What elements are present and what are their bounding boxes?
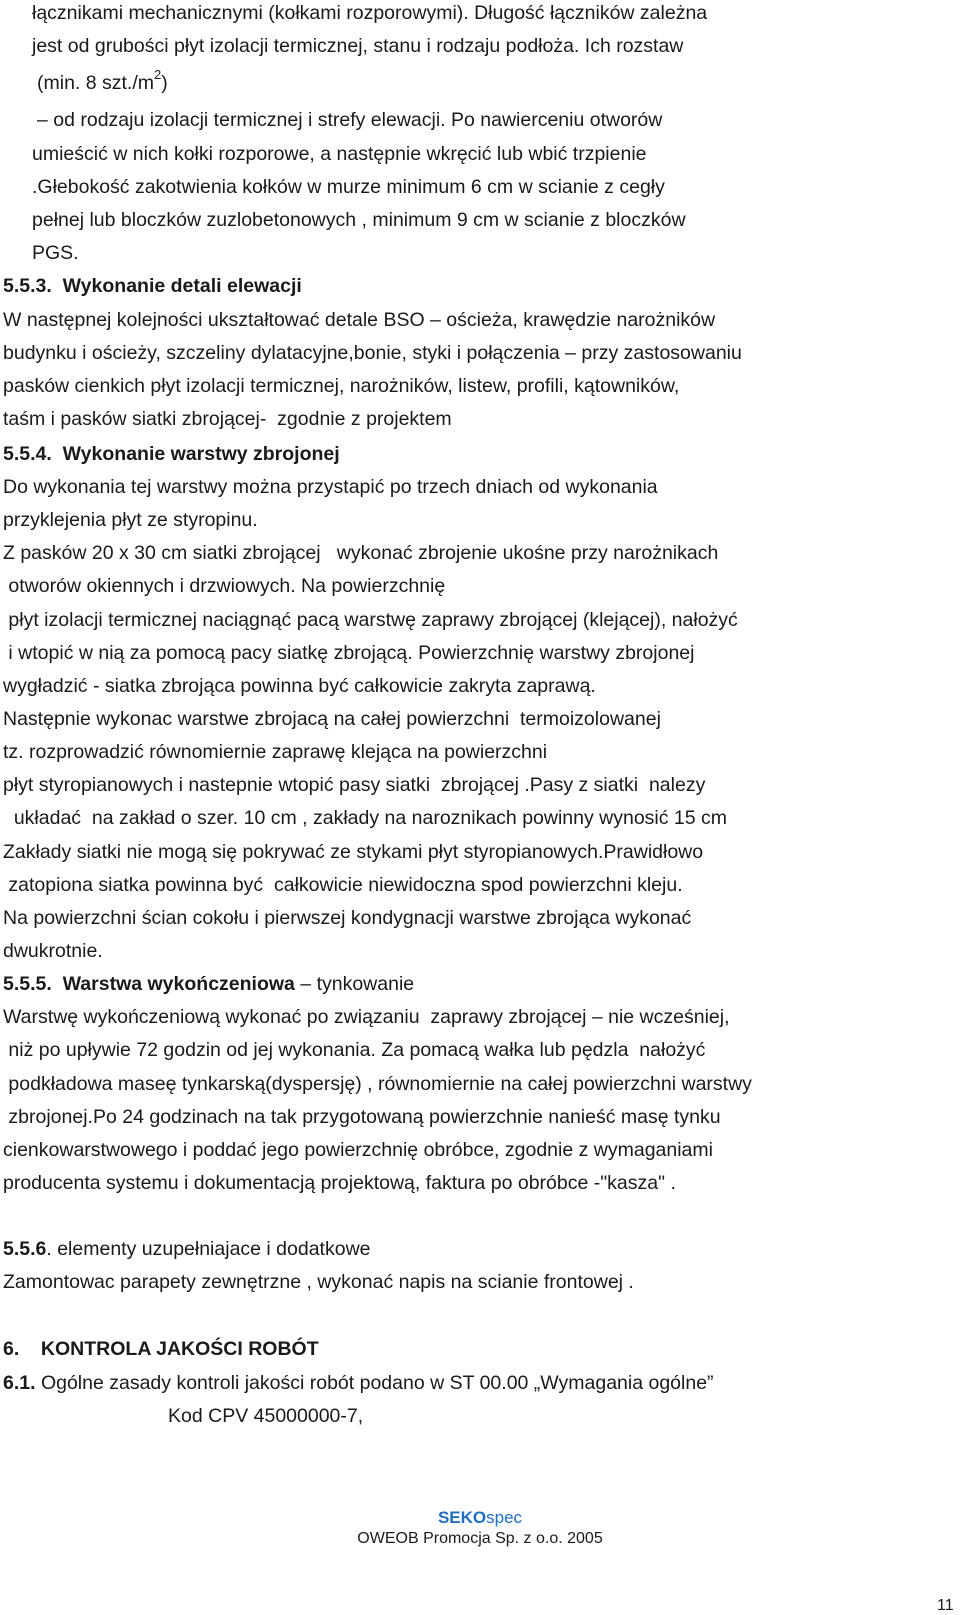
text-line: łącznikami mechanicznymi (kołkami rozporowymi). Długość łączników zależna — [32, 2, 708, 24]
logo-text: SEKO — [437, 1508, 487, 1527]
text-line: jest od grubości płyt izolacji termicznej, stanu i rodzaju podłoża. Ich rozstaw — [32, 35, 684, 57]
text-line: tz. rozprowadzić równomiernie zaprawę klejąca na powierzchni — [3, 741, 548, 763]
section-heading — [3, 975, 414, 995]
text-line: niż po upływie 72 godzin od jej wykonania. Za pomacą wałka lub pędzla nałożyć — [3, 1039, 706, 1061]
text-line — [3, 1374, 714, 1394]
text-line: Zamontowac parapety zewnętrzne , wykonać napis na scianie frontowej . — [3, 1271, 634, 1293]
text-line: Zakłady siatki nie mogą się pokrywać ze stykami płyt styropianowych.Prawidłowo — [3, 841, 704, 863]
text-line: pasków cienkich płyt izolacji termicznej, narożników, listew, profili, kątowników, — [3, 375, 680, 397]
text-line — [37, 67, 168, 94]
text-line: umieścić w nich kołki rozporowe, a następnie wkręcić lub wbić trzpienie — [32, 143, 647, 165]
heading-bold: 6.1. — [3, 1372, 36, 1394]
heading-bold: 5.5.5. Warstwa wykończeniowa — [3, 973, 295, 995]
heading-rest: – tynkowanie — [294, 973, 415, 995]
text-line: otworów okiennych i drzwiowych. Na powierzchnię — [3, 575, 446, 597]
text-line: W następnej kolejności ukształtować detale BSO – ościeża, krawędzie narożników — [3, 309, 716, 331]
text-fragment: (min. 8 szt./m — [37, 72, 155, 94]
chapter-heading: 6. KONTROLA JAKOŚCI ROBÓT — [3, 1338, 319, 1360]
text-line: płyt styropianowych i nastepnie wtopić pasy siatki zbrojącej .Pasy z siatki nalezy — [3, 774, 706, 796]
heading-rest: . elementy uzupełniajace i dodatkowe — [46, 1238, 371, 1260]
text-fragment: Ogólne zasady kontroli jakości robót podano w ST 00.00 „Wymagania ogólne” — [35, 1372, 714, 1394]
text-line: – od rodzaju izolacji termicznej i strefy elewacji. Po nawierceniu otworów — [37, 109, 663, 131]
heading-bold: 5.5.6 — [3, 1238, 47, 1260]
text-line: zbrojonej.Po 24 godzinach na tak przygotowaną powierzchnie nanieść masę tynku — [3, 1106, 721, 1128]
text-line: taśm i pasków siatki zbrojącej- zgodnie z projektem — [3, 408, 452, 430]
text-line: wygładzić - siatka zbrojąca powinna być całkowicie zakryta zaprawą. — [3, 675, 596, 697]
text-line: Warstwę wykończeniową wykonać po związaniu zaprawy zbrojącej – nie wcześniej, — [3, 1006, 730, 1028]
logo-text: spec — [486, 1508, 523, 1527]
text-line: Na powierzchni ścian cokołu i pierwszej kondygnacji warstwe zbrojąca wykonać — [3, 907, 692, 929]
text-line: przyklejenia płyt ze styropinu. — [3, 509, 258, 531]
page-number: 11 — [937, 1597, 954, 1614]
footer-logo — [0, 1508, 960, 1528]
text-line: i wtopić w nią za pomocą pacy siatkę zbrojącą. Powierzchnię warstwy zbrojonej — [3, 642, 695, 664]
text-line: płyt izolacji termicznej naciągnąć pacą warstwę zaprawy zbrojącej (klejącej), nałożyć — [3, 609, 738, 631]
text-line: układać na zakład o szer. 10 cm , zakłady na naroznikach powinny wynosić 15 cm — [3, 807, 728, 829]
text-line: .Głebokość zakotwienia kołków w murze minimum 6 cm w scianie z cegły — [32, 176, 665, 198]
text-line: producenta systemu i dokumentacją projektową, faktura po obróbce -"kasza" . — [3, 1172, 676, 1194]
text-line: pełnej lub bloczków zuzlobetonowych , minimum 9 cm w scianie z bloczków — [32, 209, 686, 231]
text-line: PGS. — [32, 242, 79, 264]
section-heading: 5.5.4. Wykonanie warstwy zbrojonej — [3, 443, 340, 465]
text-fragment: ) — [161, 72, 168, 94]
footer-company: OWEOB Promocja Sp. z o.o. 2005 — [357, 1530, 603, 1547]
superscript: 2 — [154, 67, 162, 82]
section-heading: 5.5.3. Wykonanie detali elewacji — [3, 275, 302, 297]
text-line: zatopiona siatka powinna być całkowicie niewidoczna spod powierzchni kleju. — [3, 874, 683, 896]
text-line: budynku i ościeży, szczeliny dylatacyjne,bonie, styki i połączenia – przy zastosowaniu — [3, 342, 742, 364]
text-line: Następnie wykonac warstwe zbrojacą na całej powierzchni termoizolowanej — [3, 708, 661, 730]
text-line: Kod CPV 45000000-7, — [168, 1405, 364, 1427]
text-line: Z pasków 20 x 30 cm siatki zbrojącej wykonać zbrojenie ukośne przy narożnikach — [3, 542, 719, 564]
section-heading — [3, 1240, 371, 1260]
text-line: cienkowarstwowego i poddać jego powierzchnię obróbce, zgodnie z wymaganiami — [3, 1139, 713, 1161]
text-line: Do wykonania tej warstwy można przystapić po trzech dniach od wykonania — [3, 476, 658, 498]
text-line: podkładowa maseę tynkarską(dyspersję) , równomiernie na całej powierzchni warstwy — [3, 1073, 752, 1095]
text-line: dwukrotnie. — [3, 940, 103, 962]
